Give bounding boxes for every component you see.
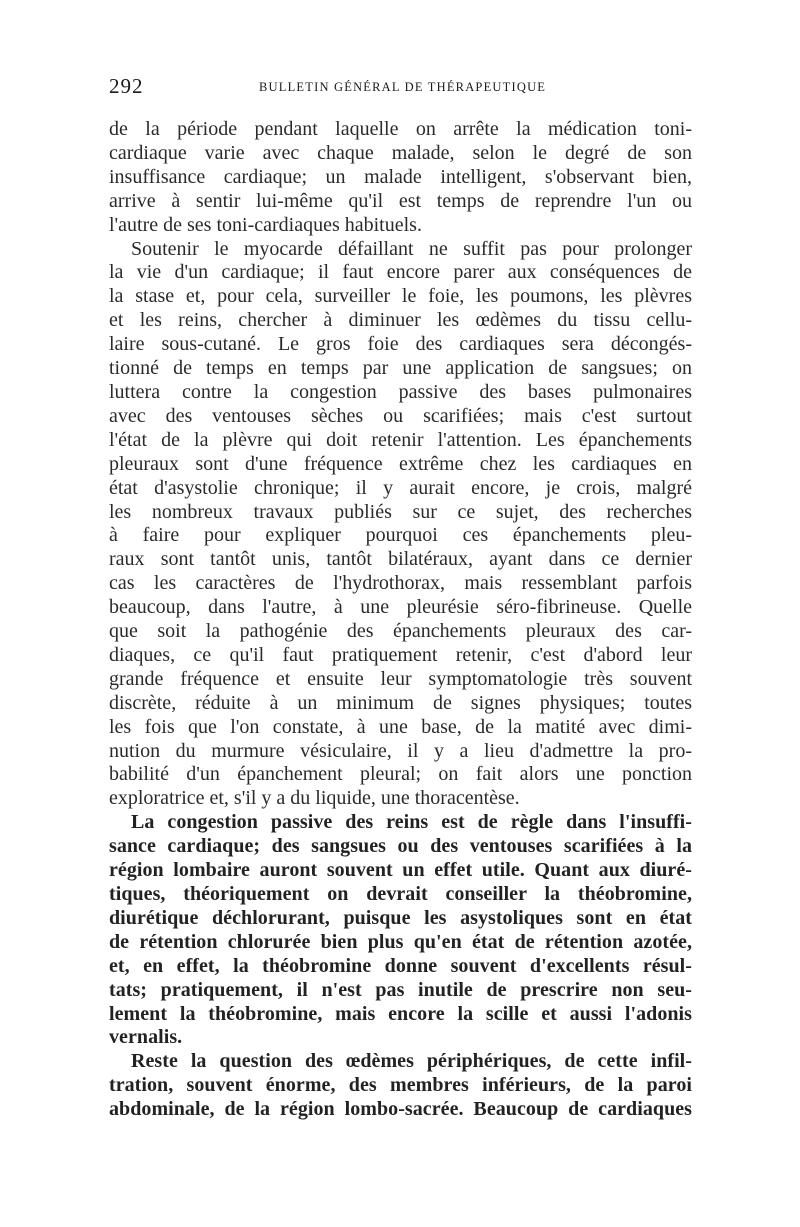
text-line: les nombreux travaux publiés sur ce sujet, des recherches (109, 500, 692, 523)
text-line: luttera contre la congestion passive des bases pulmonaires (109, 380, 692, 403)
text-line: de rétention chlorurée bien plus qu'en état de rétention azotée, (109, 930, 692, 953)
text-line: raux sont tantôt unis, tantôt bilatéraux, ayant dans ce dernier (109, 548, 692, 571)
paragraph (109, 1050, 692, 1122)
text-line: beaucoup, dans l'autre, à une pleurésie séro-fibrineuse. Quelle (109, 596, 692, 619)
text-line: abdominale, de la région lombo-sacrée. Beaucoup de cardiaques (109, 1098, 692, 1121)
text-line: insuffisance cardiaque; un malade intelligent, s'observant bien, (109, 165, 692, 188)
text-line: Reste la question des œdèmes périphériques, de cette infil- (131, 1050, 692, 1073)
text-line: diaques, ce qu'il faut pratiquement retenir, c'est d'abord leur (109, 643, 692, 666)
page-number: 292 (109, 74, 144, 98)
text-line: tionné de temps en temps par une application de sangsues; on (109, 357, 692, 380)
text-line: vernalis. (109, 1026, 183, 1049)
text-line: babilité d'un épanchement pleural; on fait alors une ponction (109, 763, 692, 786)
text-line: de la période pendant laquelle on arrête la médication toni- (109, 118, 692, 140)
text-line: l'autre de ses toni-cardiaques habituels. (109, 213, 422, 236)
paragraph (109, 811, 692, 1050)
text-line: Soutenir le myocarde défaillant ne suffit pas pour prolonger (131, 237, 692, 260)
text-line: La congestion passive des reins est de règle dans l'insuffi- (131, 811, 692, 834)
text-line: région lombaire auront souvent un effet utile. Quant aux diuré- (109, 859, 692, 882)
paragraph (109, 238, 692, 812)
paragraph (109, 118, 692, 238)
text-line: la stase et, pour cela, surveiller le foie, les poumons, les plèvres (109, 285, 692, 308)
text-line: tiques, théoriquement on devrait conseiller la théobromine, (109, 883, 692, 905)
text-line: à faire pour expliquer pourquoi ces épanchements pleu- (109, 524, 692, 547)
text-line: nution du murmure vésiculaire, il y a lieu d'admettre la pro- (109, 739, 692, 762)
text-line: laire sous-cutané. Le gros foie des cardiaques sera décongés- (109, 333, 692, 356)
text-line: tats; pratiquement, il n'est pas inutile de prescrire non seu- (109, 978, 692, 1001)
text-line: l'état de la plèvre qui doit retenir l'attention. Les épanchements (109, 428, 692, 451)
text-line: avec des ventouses sèches ou scarifiées; mais c'est surtout (109, 404, 692, 427)
text-line: et, en effet, la théobromine donne souvent d'excellents résul- (109, 954, 692, 977)
text-line: et les reins, chercher à diminuer les œdèmes du tissu cellu- (109, 309, 692, 332)
text-line: pleuraux sont d'une fréquence extrême chez les cardiaques en (109, 452, 692, 475)
text-line: discrète, réduite à un minimum de signes physiques; toutes (109, 691, 692, 714)
text-line: grande fréquence et ensuite leur symptomatologie très souvent (109, 667, 692, 690)
text-line: diurétique déchlorurant, puisque les asystoliques sont en état (109, 906, 692, 929)
text-line: exploratrice et, s'il y a du liquide, une thoracentèse. (109, 787, 520, 810)
page-header (109, 74, 692, 98)
text-line: état d'asystolie chronique; il y aurait encore, je crois, malgré (109, 476, 692, 499)
body-text (109, 118, 692, 1122)
text-line: les fois que l'on constate, à une base, de la matité avec dimi- (109, 715, 692, 738)
text-line: arrive à sentir lui-même qu'il est temps de reprendre l'un ou (109, 189, 692, 212)
running-title: BULLETIN GÉNÉRAL DE THÉRAPEUTIQUE (259, 80, 547, 94)
text-line: cardiaque varie avec chaque malade, selon le degré de son (109, 141, 692, 164)
text-line: lement la théobromine, mais encore la scille et aussi l'adonis (109, 1002, 692, 1025)
text-line: cas les caractères de l'hydrothorax, mais ressemblant parfois (109, 572, 692, 595)
text-line: tration, souvent énorme, des membres inférieurs, de la paroi (109, 1074, 692, 1097)
text-line: la vie d'un cardiaque; il faut encore parer aux conséquences de (109, 261, 692, 284)
text-line: sance cardiaque; des sangsues ou des ventouses scarifiées à la (109, 835, 692, 858)
text-line: que soit la pathogénie des épanchements pleuraux des car- (109, 620, 692, 643)
